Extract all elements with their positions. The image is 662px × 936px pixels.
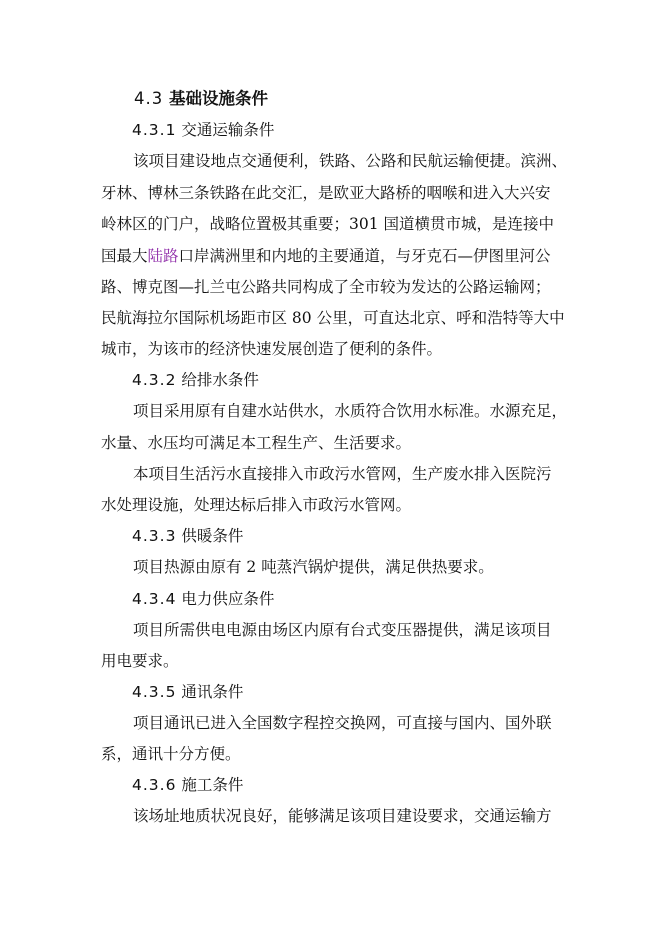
paragraph-line: 牙林、博林三条铁路在此交汇，是欧亚大路桥的咽喉和进入大兴安 xyxy=(101,184,551,202)
subsection-number: 4.3.1 xyxy=(132,121,177,139)
subsection-title: 交通运输条件 xyxy=(181,121,275,139)
paragraph-line: 项目热源由原有 2 吨蒸汽锅炉提供，满足供热要求。 xyxy=(133,558,494,576)
section-number: 4.3 xyxy=(134,89,164,108)
subsection-title: 电力供应条件 xyxy=(181,590,275,608)
subsection-number: 4.3.6 xyxy=(132,776,177,794)
paragraph-line: 该项目建设地点交通便利，铁路、公路和民航运输便捷。滨洲、 xyxy=(133,152,568,170)
subsection-heading-4-3-6 xyxy=(132,778,243,794)
text-run: 口岸满洲里和内地的主要通道，与牙克石—伊图里河公 xyxy=(178,247,551,265)
subsection-title: 给排水条件 xyxy=(181,371,259,389)
subsection-title: 施工条件 xyxy=(181,776,244,794)
paragraph-line: 项目通讯已进入全国数字程控交换网，可直接与国内、国外联 xyxy=(133,714,552,732)
subsection-number: 4.3.5 xyxy=(132,683,177,701)
paragraph-line: 本项目生活污水直接排入市政污水管网，生产废水排入医院污 xyxy=(133,465,552,483)
subsection-heading-4-3-5 xyxy=(132,685,243,701)
paragraph-line: 该场址地质状况良好，能够满足该项目建设要求，交通运输方 xyxy=(133,807,552,825)
subsection-number: 4.3.2 xyxy=(132,371,177,389)
paragraph-line: 民航海拉尔国际机场距市区 80 公里，可直达北京、呼和浩特等大中 xyxy=(101,309,565,327)
paragraph-line: 用电要求。 xyxy=(101,652,179,670)
subsection-number: 4.3.4 xyxy=(132,590,177,608)
subsection-heading-4-3-1 xyxy=(132,123,274,139)
paragraph-line: 水处理设施，处理达标后排入市政污水管网。 xyxy=(101,496,412,514)
subsection-title: 通讯条件 xyxy=(181,683,244,701)
paragraph-line: 系，通讯十分方便。 xyxy=(101,745,241,763)
highlighted-link-text[interactable]: 陆路 xyxy=(147,247,179,265)
paragraph-line: 项目采用原有自建水站供水，水质符合饮用水标准。水源充足， xyxy=(133,402,568,420)
subsection-number: 4.3.3 xyxy=(132,527,177,545)
paragraph-line: 城市，为该市的经济快速发展创造了便利的条件。 xyxy=(101,340,443,358)
subsection-heading-4-3-2 xyxy=(132,373,259,389)
paragraph-line: 岭林区的门户，战略位置极其重要；301 国道横贯市城，是连接中 xyxy=(101,215,555,233)
subsection-title: 供暖条件 xyxy=(181,527,244,545)
paragraph-line: 项目所需供电电源由场区内原有台式变压器提供，满足该项目 xyxy=(133,621,552,639)
section-title: 基础设施条件 xyxy=(169,89,268,108)
section-heading xyxy=(134,91,268,108)
subsection-heading-4-3-3 xyxy=(132,529,243,545)
paragraph-line xyxy=(101,249,551,265)
paragraph-line: 路、博克图—扎兰屯公路共同构成了全市较为发达的公路运输网； xyxy=(101,278,551,296)
paragraph-line: 水量、水压均可满足本工程生产、生活要求。 xyxy=(101,434,412,452)
text-run: 国最大 xyxy=(101,247,148,265)
subsection-heading-4-3-4 xyxy=(132,592,274,608)
